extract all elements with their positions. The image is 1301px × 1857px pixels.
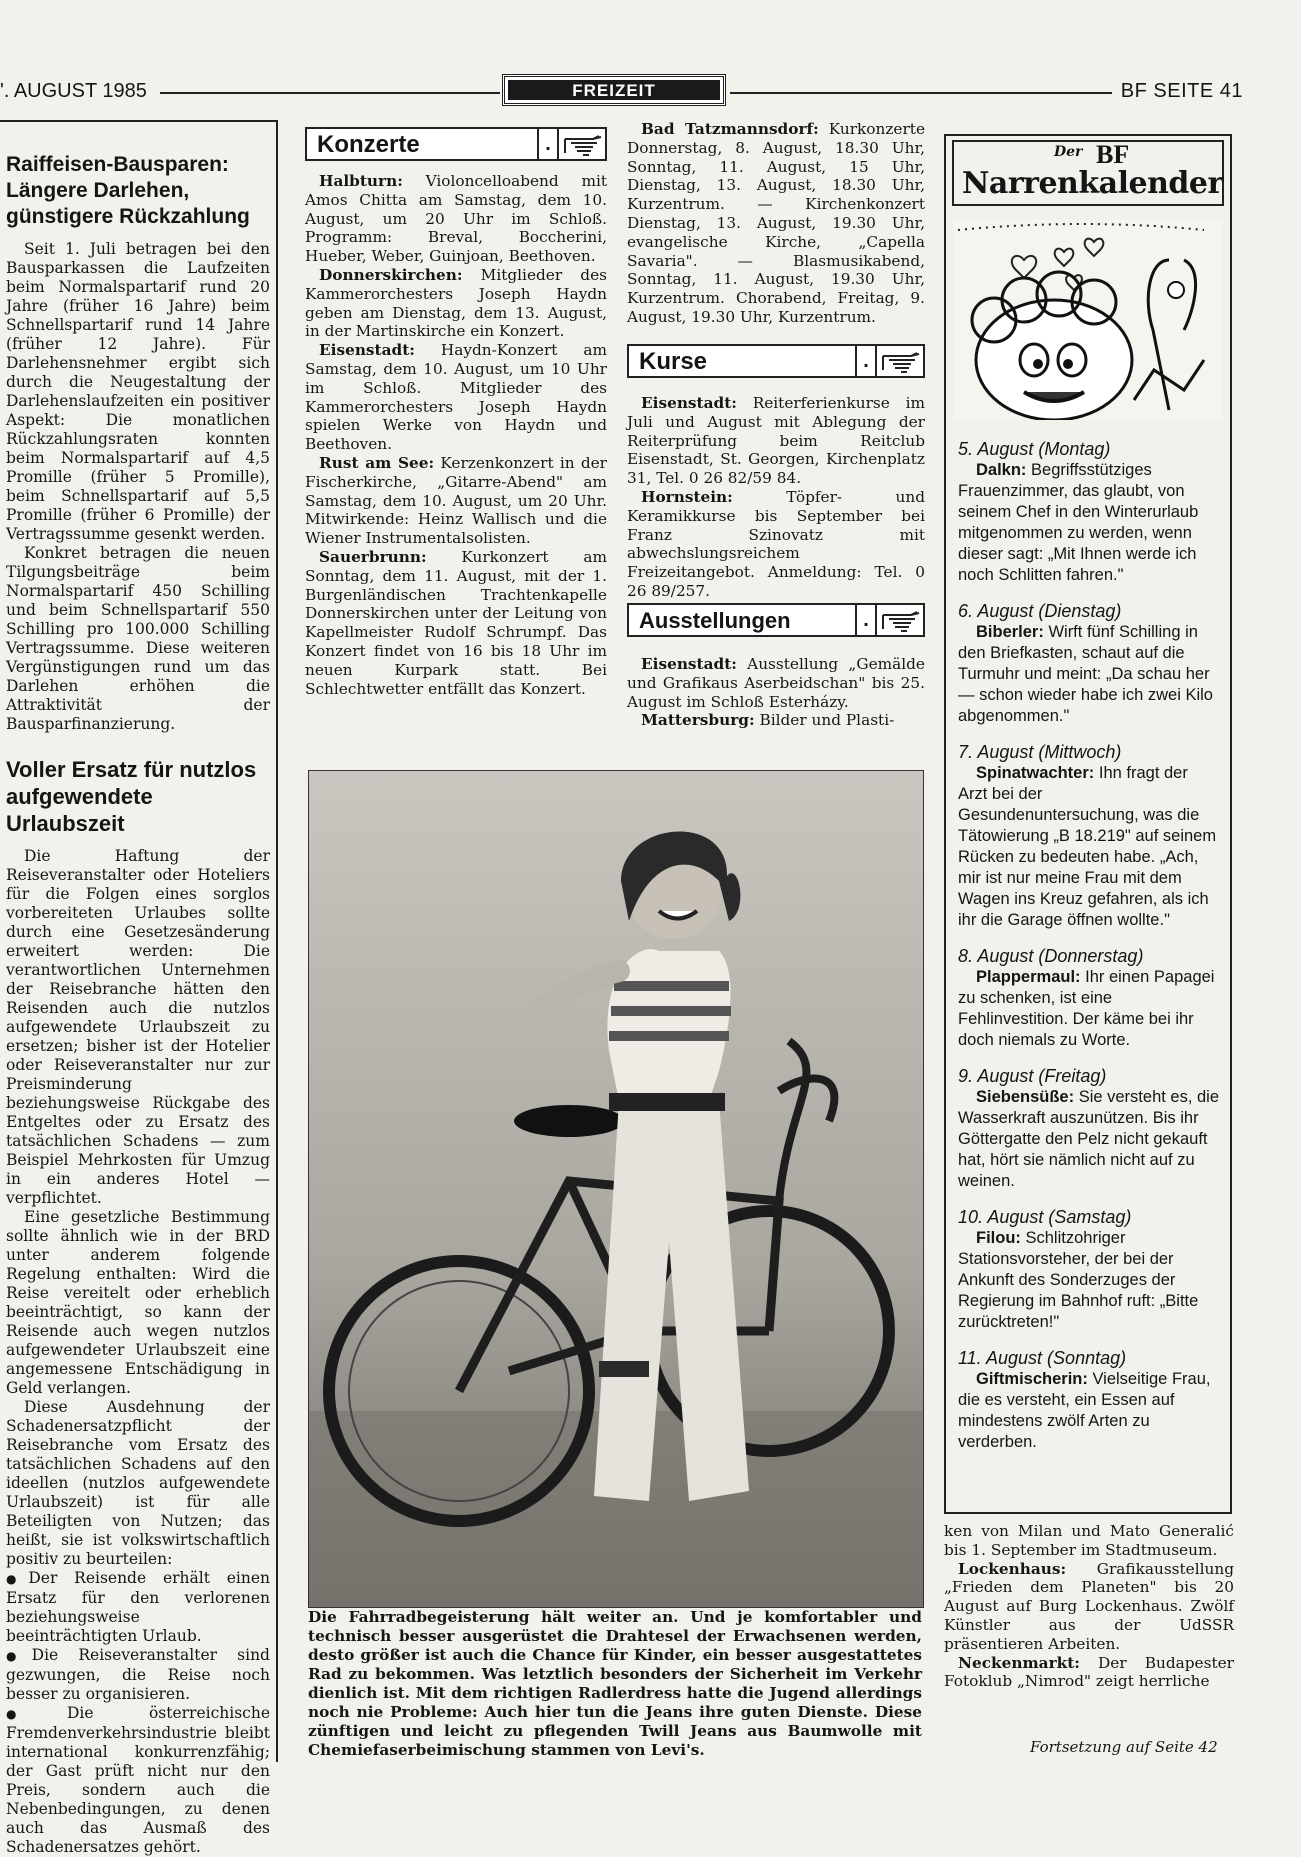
calendar-date: 9. August (Freitag) [958, 1066, 1107, 1086]
calendar-date: 8. August (Donnerstag) [958, 946, 1144, 966]
calendar-definition: Begriffsstütziges Frauenzimmer, das glaubt, von seinem Chef in den Winterurlaub mitgenommen zu werden, wenn dieser sagt: „Mit Ihnen werde ich noch Schlitten fahren." [958, 461, 1199, 584]
bicycle-photo-illustration [309, 771, 923, 1607]
calendar-entry [958, 967, 1220, 1051]
calendar-entry [958, 1087, 1220, 1192]
ressort-label [502, 74, 726, 106]
article-paragraph: Die Haftung der Reiseveranstalter oder Hoteliers für die Folgen eines sorglos vorbereiteten Urlaubes sollte durch eine Gesetzesänderung erweitert werden: Die verantwortlichen Unternehmen der Reisebranche hätten den Reisenden auch die nutzlos aufgewendete Urlaubszeit zu ersetzen; bisher ist der Hotelier oder Reiseveranstalter nur zur Preisminderung beziehungsweise Rückgabe des Entgeltes oder zu Ersatz des tatsächlichen Schadens — zum Beispiel Mehrkosten für Umzug in ein anderes Hotel — verpflichtet. [6, 847, 270, 1207]
page-number: BF SEITE 41 [1120, 80, 1243, 102]
section-title: Kurse [639, 348, 708, 375]
article-paragraph: Eine gesetzliche Bestimmung sollte ähnlich wie in der BRD unter anderem folgende Regelung enthalten: Wird die Reise vereitelt oder erheblich beeinträchtigt, so kann der Reisende auch wegen nutzlos aufgewendeter Urlaubszeit eine angemessene Entschädigung in Geld verlangen. [6, 1208, 270, 1397]
calendar-definition: Sie versteht es, die Wasserkraft auszunützen. Bis ihr Göttergatte den Pelz nicht gekauft hat, hört sie nämlich nicht auf zu weinen. [958, 1088, 1220, 1190]
event-entry [627, 120, 925, 327]
header-rule-right [730, 92, 1112, 94]
bullet-dot: . [537, 129, 559, 159]
event-text: Kurkonzerte Donnerstag, 8. August, 18.30 Uhr, Sonntag, 11. August, 15 Uhr, Dienstag, 13. August, 18.30 Uhr, Kurzentrum. — Kirchenkonzert Dienstag, 13. August, 19.30 Uhr, evangelische Kirche, „Capella Savaria". — Blasmusikabend, Sonntag, 11. August, 19.30 Uhr, Kurzentrum. Chorabend, Freitag, 9. August, 19.30 Uhr, Kurzentrum. [627, 120, 925, 326]
event-place: Eisenstadt: [641, 394, 737, 412]
calendar-entry [958, 1369, 1220, 1453]
event-text: Mitglieder des Kammerorchesters Joseph Haydn geben am Dienstag, dem 13. August, in der Martinskirche ein Konzert. [305, 265, 607, 341]
event-text: Ausstellung „Gemälde und Grafikaus Aserbeidschan" bis 25. August im Schloß Esterházy. [627, 655, 925, 711]
event-text: Kerzenkonzert in der Fischerkirche, „Gitarre-Abend" am Samstag, dem 10. August, um 20 Uhr. Mitwirkende: Heinz Wallisch und die Wiener Instrumentalsolisten. [305, 453, 607, 548]
photo-caption: Die Fahrradbegeisterung hält weiter an. Und je komfortabler und technisch besser ausgerüstet die Drahtesel der Erwachsenen werden, desto größer ist auch die Chance für Kinder, ein besser ausgestattetes Rad zu bekommen. Was letztlich besonders der Sicherheit im Verkehr dienlich ist. Mit dem richtigen Radlerdress hatte die Jugend allerdings noch nie Probleme: Auch hier tun die Jeans ihre guten Dienste. Diese zünftigen und leicht zu pflegenden Twill Jeans aus Baumwolle mit Chemiefaserbeimischung stammen von Levi's. [308, 1608, 922, 1759]
section-header-kurse [627, 344, 925, 378]
event-place: Sauerbrunn: [319, 547, 427, 566]
event-text: Haydn-Konzert am Samstag, dem 10. August, um 10 Uhr im Schloß. Mitglieder des Kammerorchesters Joseph Haydn spielen Werke von Haydn und Beethoven. [305, 341, 607, 454]
masthead-der: Der [1054, 144, 1083, 160]
calendar-date: 7. August (Mittwoch) [958, 742, 1122, 762]
event-text: Grafikausstellung „Frieden dem Planeten" bis 20 August auf Burg Lockenhaus. Zwölf Künstler aus der UdSSR präsentieren Arbeiten. [944, 1559, 1234, 1653]
event-entry [305, 548, 607, 698]
event-text: Reiterferienkurse im Juli und August mit Ablegung der Reiterprüfung beim Reitclub Eisenstadt, St. Georgen, Kirchenplatz 31, Tel. 0 26 82/59 84. [627, 394, 925, 488]
pointing-hand-icon [881, 350, 921, 374]
bad-tatzmannsdorf-block [627, 120, 925, 327]
event-entry [627, 488, 925, 601]
calendar-term: Plappermaul: [976, 968, 1081, 986]
calendar-definition: Vielseitige Frau, die es versteht, ein Essen auf mindestens zwölf Arten zu verderben. [958, 1370, 1211, 1451]
event-place: Hornstein: [641, 487, 733, 506]
bullet-dot: . [855, 346, 877, 376]
calendar-term: Filou: [976, 1229, 1021, 1247]
calendar-term: Dalkn: [976, 461, 1027, 479]
masthead-title: Narrenkalender [962, 166, 1223, 201]
event-text: Bilder und Plasti- [759, 711, 895, 730]
bullet-item: ● Die österreichische Fremdenverkehrsindustrie bleibt international konkurrenzfähig; der Gast prüft nicht nur den Preis, sondern auch die Nebenbedingungen, zu denen auch das Ausmaß des Schadenersatzes gehört. [6, 1704, 270, 1857]
event-entry [944, 1560, 1234, 1654]
photo-girl-with-bicycle [308, 770, 924, 1608]
calendar-date: 6. August (Dienstag) [958, 601, 1122, 621]
article-headline-bausparen: Raiffeisen-Bausparen: Längere Darlehen, günstigere Rückzahlung [6, 153, 250, 228]
event-entry [305, 341, 607, 454]
ausstellungen-text-block [627, 655, 925, 730]
article-paragraph: Seit 1. Juli betragen bei den Bausparkassen die Laufzeiten beim Normalspartarif rund 20 Jahre (früher 16 Jahre) beim Schnellspartarif rund 14 Jahre (früher 12 Jahre). Für Darlehensnehmer ergibt sich durch die Neugestaltung der Darlehenslaufzeiten ein positiver Aspekt: Die monatlichen Rückzahlungsraten konnten beim Normalspartarif auf 4,5 Promille (früher 5 Promille), beim Schnellspartarif auf 5,5 Promille (früher 6 Promille) der Vertragssumme gesenkt werden. [6, 240, 270, 543]
pointing-hand-icon [881, 609, 921, 633]
bullet-item: ● Die Reiseveranstalter sind gezwungen, die Reise noch besser zu organisieren. [6, 1646, 270, 1704]
article-headline-urlaubszeit: Voller Ersatz für nutzlos aufgewendete Urlaubszeit [6, 757, 257, 836]
event-entry [944, 1654, 1234, 1692]
calendar-definition: Wirft fünf Schilling in den Briefkasten, schaut auf die Turmuhr und meint: „Da schau her — schon wieder habe ich zwei Kilo abgenommen." [958, 623, 1213, 725]
bullet-item: ● Der Reisende erhält einen Ersatz für den verlorenen beziehungsweise beeinträchtigten Urlaub. [6, 1569, 270, 1646]
calendar-definition: Ihn fragt der Arzt bei der Gesundenuntersuchung, was die Tätowierung „B 18.219" auf seinem Rücken zu bedeuten habe. „Ach, mir ist nur meine Frau mit dem Wagen ins Kreuz gefahren, als ich ihr die Garage öffnen wollte." [958, 764, 1217, 929]
calendar-term: Giftmischerin: [976, 1370, 1088, 1388]
event-text: Violoncelloabend mit Amos Chitta am Samstag, dem 10. August, um 20 Uhr im Schloß. Programm: Breval, Boccherini, Hueber, Weber, Guinjoan, Beethoven. [305, 172, 607, 266]
section-header-ausstellungen [627, 603, 925, 637]
left-column [0, 120, 278, 1856]
konzerte-text-block [305, 172, 607, 698]
event-place: Donnerskirchen: [319, 265, 463, 284]
event-text: Der Budapester Fotoklub „Nimrod" zeigt herrliche [944, 1653, 1234, 1691]
article-paragraph: Konkret betragen die neuen Tilgungsbeiträge beim Normalspartarif 450 Schilling und beim Schnellspartarif 550 Schilling pro 100.000 Schilling Vertragssumme. Diese weiteren Vergünstigungen rund um das Darlehen erhöhen die Attraktivität der Bausparfinanzierung. [6, 544, 270, 733]
event-place: Halbturn: [319, 172, 403, 190]
event-place: Bad Tatzmannsdorf: [641, 120, 819, 138]
event-entry [305, 172, 607, 266]
event-entry [305, 454, 607, 548]
calendar-term: Spinatwachter: [976, 764, 1095, 782]
article-paragraph: Diese Ausdehnung der Schadenersatzpflicht der Reisebranche vom Ersatz des tatsächlichen Schadens auf den ideellen (nutzlos aufgewendete Urlaubszeit) ist für alle Beteiligten von Nutzen; das heißt, sie ist volkswirtschaftlich positiv zu beurteilen: [6, 1398, 270, 1568]
event-entry [627, 655, 925, 711]
calendar-definition: Schlitzohriger Stationsvorsteher, der bei der Ankunft des Sonderzuges der Regierung im Bahnhof ruft: „Bitte zurücktreten!" [958, 1229, 1199, 1331]
event-text: Kurkonzert am Sonntag, dem 11. August, mit der 1. Burgenländischen Trachtenkapelle Donnerskirchen unter der Leitung von Kapellmeister Rudolf Schrumpf. Das Konzert findet von 16 bis 18 Uhr im neuen Kurpark statt. Bei Schlechtwetter entfällt das Konzert. [305, 547, 607, 698]
calendar-date: 10. August (Samstag) [958, 1207, 1132, 1227]
calendar-definition: Ihr einen Papagei zu schenken, ist eine Fehlinvestition. Der käme bei ihr doch niemals zu Worte. [958, 968, 1215, 1049]
calendar-entry [958, 1228, 1220, 1333]
ressort-text: FREIZEIT [508, 80, 720, 100]
event-place: Eisenstadt: [641, 655, 737, 673]
kurse-text-block [627, 394, 925, 601]
header-rule-left [160, 92, 500, 94]
continuation-note: Fortsetzung auf Seite 42 [1030, 1738, 1218, 1756]
issue-date: '. AUGUST 1985 [0, 80, 147, 102]
calendar-date: 11. August (Sonntag) [958, 1348, 1127, 1368]
event-entry [627, 394, 925, 488]
calendar-entry [958, 622, 1220, 727]
section-header-konzerte [305, 127, 607, 161]
event-place: Eisenstadt: [319, 341, 415, 360]
event-place: Neckenmarkt: [958, 1653, 1080, 1672]
event-place: Rust am See: [319, 453, 435, 472]
section-title: Ausstellungen [639, 608, 791, 633]
calendar-term: Siebensüße: [976, 1088, 1075, 1106]
masthead-bf-logo: BF [1096, 140, 1130, 169]
narrenkalender-entries [958, 438, 1220, 1453]
calendar-date: 5. August (Montag) [958, 439, 1111, 459]
event-text: Töpfer- und Keramikkurse bis September bei Franz Szinovatz mit abwechslungsreichem Freizeitangebot. Anmeldung: Tel. 0 26 89/257. [627, 487, 925, 600]
event-place: Lockenhaus: [958, 1559, 1067, 1578]
narrenkalender-box [944, 134, 1232, 1514]
event-entry [305, 266, 607, 341]
jester-cartoon-illustration [954, 220, 1222, 420]
pointing-hand-icon [563, 133, 603, 157]
calendar-term: Biberler: [976, 623, 1044, 641]
bullet-dot: . [855, 605, 877, 635]
ausstellungen-continued [944, 1522, 1234, 1691]
section-title: Konzerte [317, 131, 420, 158]
event-entry-continued: ken von Milan und Mato Generalić bis 1. September im Stadtmuseum. [944, 1522, 1234, 1559]
narrenkalender-masthead [952, 140, 1224, 206]
calendar-entry [958, 763, 1220, 931]
calendar-entry [958, 460, 1220, 586]
event-entry [627, 711, 925, 730]
event-place: Mattersburg: [641, 711, 755, 730]
